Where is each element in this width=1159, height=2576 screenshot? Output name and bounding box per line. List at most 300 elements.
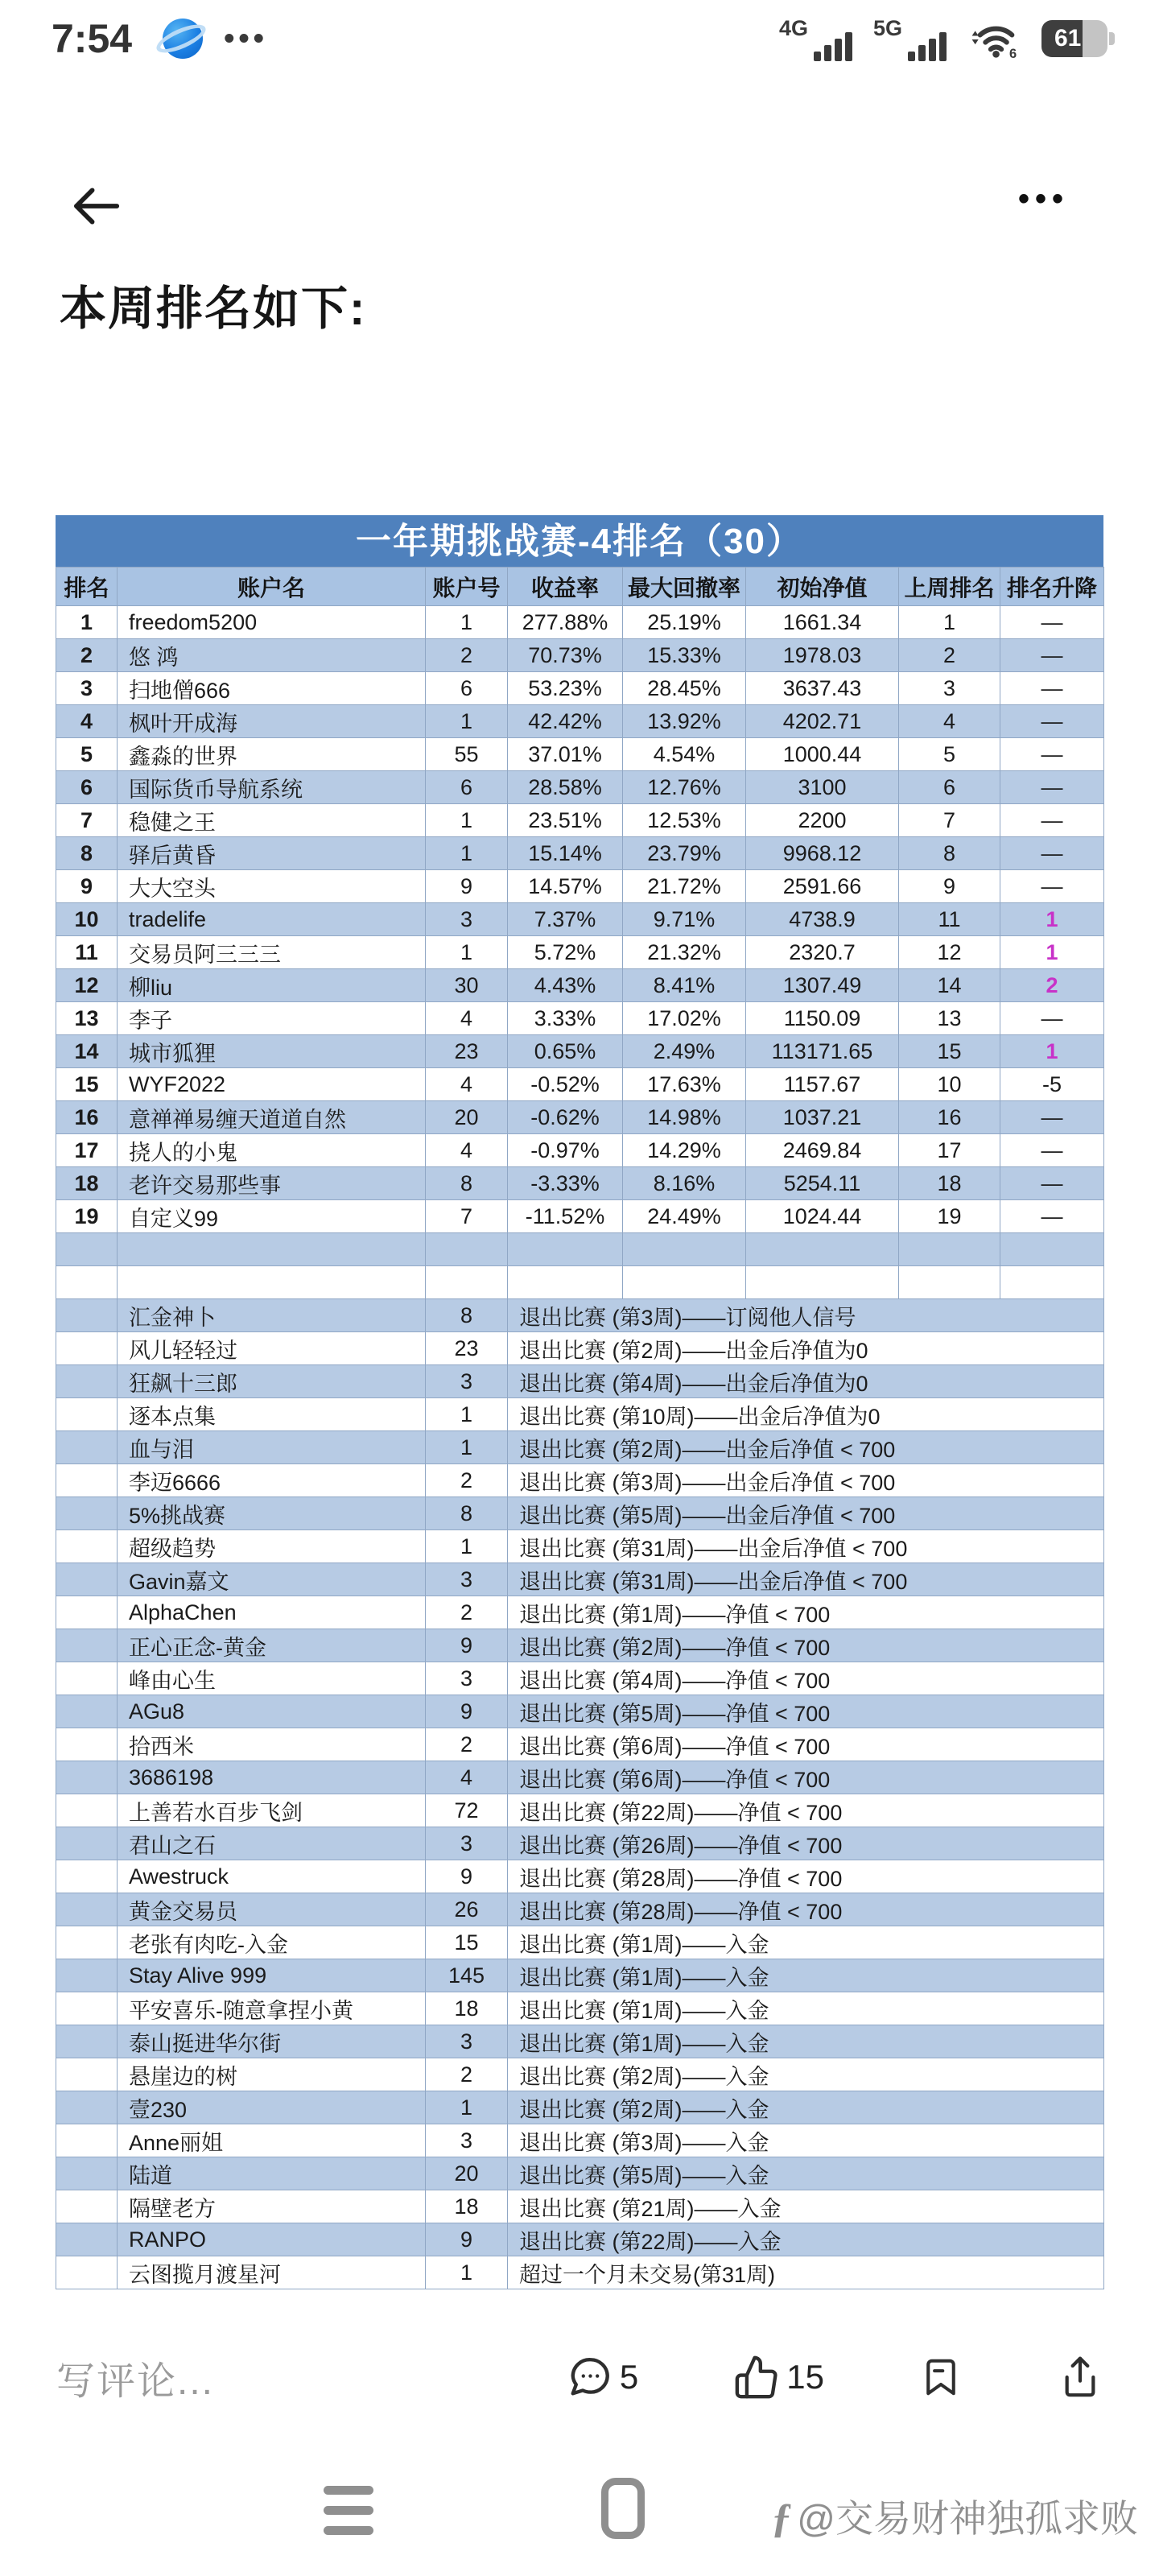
- account-name-cell: 枫叶开成海: [118, 705, 426, 738]
- return-cell: -11.52%: [508, 1200, 623, 1233]
- account-name-cell: Gavin嘉文: [118, 1563, 426, 1596]
- exited-row: [56, 1431, 1104, 1464]
- exit-reason-cell: 退出比赛 (第28周)——净值 < 700: [508, 1860, 1104, 1893]
- last-week-rank-cell: 15: [899, 1035, 1000, 1068]
- ranked-row: [56, 1200, 1104, 1233]
- last-week-rank-cell: 8: [899, 837, 1000, 870]
- initial-value-cell: 1150.09: [746, 1002, 899, 1035]
- rank-cell: [56, 1926, 118, 1959]
- return-cell: 53.23%: [508, 672, 623, 705]
- account-name-cell: 5%挑战赛: [118, 1497, 426, 1530]
- exit-reason-cell: 退出比赛 (第4周)——净值 < 700: [508, 1662, 1104, 1695]
- exit-reason-cell: 退出比赛 (第22周)——入金: [508, 2223, 1104, 2256]
- exit-reason-cell: 退出比赛 (第1周)——入金: [508, 1926, 1104, 1959]
- exited-row: [56, 1662, 1104, 1695]
- return-cell: 15.14%: [508, 837, 623, 870]
- rank-cell: [56, 2256, 118, 2289]
- last-week-rank-cell: 4: [899, 705, 1000, 738]
- account-no-cell: 4: [426, 1002, 508, 1035]
- account-no-cell: 6: [426, 672, 508, 705]
- exited-row: [56, 1332, 1104, 1365]
- account-name-cell: 李迈6666: [118, 1464, 426, 1497]
- account-no-cell: 1: [426, 606, 508, 639]
- account-name-cell: RANPO: [118, 2223, 426, 2256]
- empty-cell: [426, 1233, 508, 1266]
- exit-reason-cell: 退出比赛 (第3周)——入金: [508, 2124, 1104, 2157]
- initial-value-cell: 113171.65: [746, 1035, 899, 1068]
- exited-row: [56, 2256, 1104, 2289]
- exit-reason-cell: 退出比赛 (第28周)——净值 < 700: [508, 1893, 1104, 1926]
- ranked-row: [56, 1167, 1104, 1200]
- account-no-cell: 55: [426, 738, 508, 771]
- drawdown-cell: 17.02%: [623, 1002, 746, 1035]
- empty-cell: [508, 1266, 623, 1299]
- exit-reason-cell: 退出比赛 (第2周)——入金: [508, 2058, 1104, 2091]
- empty-cell: [56, 1266, 118, 1299]
- rank-change-cell: —: [1000, 1101, 1104, 1134]
- rank-cell: [56, 1728, 118, 1761]
- ranked-row: [56, 837, 1104, 870]
- exited-row: [56, 2157, 1104, 2190]
- empty-cell: [899, 1233, 1000, 1266]
- account-no-cell: 1: [426, 837, 508, 870]
- exit-reason-cell: 退出比赛 (第2周)——净值 < 700: [508, 1629, 1104, 1662]
- ranked-row: [56, 1002, 1104, 1035]
- initial-value-cell: 3100: [746, 771, 899, 804]
- last-week-rank-cell: 17: [899, 1134, 1000, 1167]
- empty-cell: [1000, 1266, 1104, 1299]
- exit-reason-cell: 退出比赛 (第2周)——入金: [508, 2091, 1104, 2124]
- col-header-return: 收益率: [508, 568, 623, 606]
- ranking-table: [56, 515, 1103, 2289]
- account-no-cell: 1: [426, 2091, 508, 2124]
- account-name-cell: 泰山挺进华尔街: [118, 2025, 426, 2058]
- last-week-rank-cell: 14: [899, 969, 1000, 1002]
- rank-change-cell: —: [1000, 1002, 1104, 1035]
- exited-row: [56, 2124, 1104, 2157]
- rank-cell: [56, 1860, 118, 1893]
- initial-value-cell: 2200: [746, 804, 899, 837]
- ranked-row: [56, 606, 1104, 639]
- account-no-cell: 9: [426, 2223, 508, 2256]
- account-name-cell: 3686198: [118, 1761, 426, 1794]
- exit-reason-cell: 退出比赛 (第1周)——净值 < 700: [508, 1596, 1104, 1629]
- drawdown-cell: 14.98%: [623, 1101, 746, 1134]
- toolbar: [0, 165, 1159, 254]
- exit-reason-cell: 退出比赛 (第1周)——入金: [508, 1959, 1104, 1992]
- account-name-cell: 鑫淼的世界: [118, 738, 426, 771]
- rank-change-cell: —: [1000, 672, 1104, 705]
- last-week-rank-cell: 10: [899, 1068, 1000, 1101]
- col-header-change: 排名升降: [1000, 568, 1104, 606]
- exit-reason-cell: 退出比赛 (第4周)——出金后净值为0: [508, 1365, 1104, 1398]
- last-week-rank-cell: 9: [899, 870, 1000, 903]
- exit-reason-cell: 退出比赛 (第31周)——出金后净值 < 700: [508, 1563, 1104, 1596]
- account-name-cell: 陆道: [118, 2157, 426, 2190]
- return-cell: 70.73%: [508, 639, 623, 672]
- rank-cell: 17: [56, 1134, 118, 1167]
- account-name-cell: 意禅禅易缠天道道自然: [118, 1101, 426, 1134]
- like-count: 15: [786, 2358, 824, 2396]
- exited-row: [56, 1596, 1104, 1629]
- exited-row: [56, 1629, 1104, 1662]
- rank-cell: 13: [56, 1002, 118, 1035]
- account-no-cell: 2: [426, 639, 508, 672]
- initial-value-cell: 4202.71: [746, 705, 899, 738]
- account-name-cell: 拾西米: [118, 1728, 426, 1761]
- ranked-row: [56, 804, 1104, 837]
- exited-row: [56, 1761, 1104, 1794]
- exit-reason-cell: 退出比赛 (第5周)——入金: [508, 2157, 1104, 2190]
- exited-row: [56, 1365, 1104, 1398]
- rank-cell: 8: [56, 837, 118, 870]
- rank-cell: [56, 1662, 118, 1695]
- account-name-cell: freedom5200: [118, 606, 426, 639]
- rank-change-cell: 1: [1000, 903, 1104, 936]
- rank-cell: 5: [56, 738, 118, 771]
- post-heading: 本周排名如下:: [60, 283, 367, 335]
- account-name-cell: 君山之石: [118, 1827, 426, 1860]
- watermark: [771, 2489, 1138, 2543]
- like-action[interactable]: [733, 2354, 824, 2401]
- account-no-cell: 8: [426, 1497, 508, 1530]
- drawdown-cell: 28.45%: [623, 672, 746, 705]
- account-no-cell: 3: [426, 1827, 508, 1860]
- rank-change-cell: —: [1000, 837, 1104, 870]
- return-cell: 28.58%: [508, 771, 623, 804]
- account-no-cell: 8: [426, 1299, 508, 1332]
- return-cell: 0.65%: [508, 1035, 623, 1068]
- drawdown-cell: 12.53%: [623, 804, 746, 837]
- empty-cell: [118, 1266, 426, 1299]
- drawdown-cell: 13.92%: [623, 705, 746, 738]
- initial-value-cell: 1661.34: [746, 606, 899, 639]
- account-no-cell: 9: [426, 1695, 508, 1728]
- rank-change-cell: —: [1000, 639, 1104, 672]
- drawdown-cell: 21.32%: [623, 936, 746, 969]
- account-name-cell: 交易员阿三三三: [118, 936, 426, 969]
- account-no-cell: 30: [426, 969, 508, 1002]
- initial-value-cell: 1024.44: [746, 1200, 899, 1233]
- comment-count: 5: [619, 2358, 639, 2396]
- account-name-cell: 峰由心生: [118, 1662, 426, 1695]
- rank-cell: [56, 1431, 118, 1464]
- exited-row: [56, 1860, 1104, 1893]
- account-name-cell: 自定义99: [118, 1200, 426, 1233]
- return-cell: 5.72%: [508, 936, 623, 969]
- comment-action[interactable]: [567, 2354, 638, 2401]
- exit-reason-cell: 退出比赛 (第1周)——入金: [508, 2025, 1104, 2058]
- ranked-row: [56, 738, 1104, 771]
- account-no-cell: 20: [426, 2157, 508, 2190]
- account-name-cell: 大大空头: [118, 870, 426, 903]
- initial-value-cell: 9968.12: [746, 837, 899, 870]
- exited-row: [56, 1497, 1104, 1530]
- rank-change-cell: 1: [1000, 936, 1104, 969]
- exit-reason-cell: 退出比赛 (第2周)——出金后净值为0: [508, 1332, 1104, 1365]
- rank-change-cell: 1: [1000, 1035, 1104, 1068]
- comment-input[interactable]: 写评论...: [56, 2359, 215, 2403]
- account-no-cell: 9: [426, 870, 508, 903]
- account-no-cell: 3: [426, 1563, 508, 1596]
- exit-reason-cell: 退出比赛 (第6周)——净值 < 700: [508, 1761, 1104, 1794]
- last-week-rank-cell: 7: [899, 804, 1000, 837]
- initial-value-cell: 1157.67: [746, 1068, 899, 1101]
- account-no-cell: 1: [426, 1530, 508, 1563]
- share-action[interactable]: [1058, 2355, 1103, 2400]
- home-icon[interactable]: [601, 2478, 645, 2539]
- bottom-nav: [0, 2462, 1159, 2576]
- ranked-row: [56, 771, 1104, 804]
- exited-row: [56, 1926, 1104, 1959]
- drawdown-cell: 24.49%: [623, 1200, 746, 1233]
- rank-cell: 12: [56, 969, 118, 1002]
- account-no-cell: 1: [426, 705, 508, 738]
- account-no-cell: 18: [426, 1992, 508, 2025]
- return-cell: 7.37%: [508, 903, 623, 936]
- account-no-cell: 4: [426, 1761, 508, 1794]
- rank-change-cell: —: [1000, 804, 1104, 837]
- account-name-cell: 挠人的小鬼: [118, 1134, 426, 1167]
- exited-row: [56, 1299, 1104, 1332]
- rank-cell: 15: [56, 1068, 118, 1101]
- account-name-cell: 正心正念-黄金: [118, 1629, 426, 1662]
- initial-value-cell: 1978.03: [746, 639, 899, 672]
- return-cell: 14.57%: [508, 870, 623, 903]
- last-week-rank-cell: 19: [899, 1200, 1000, 1233]
- ranked-row: [56, 1101, 1104, 1134]
- account-name-cell: Awestruck: [118, 1860, 426, 1893]
- bookmark-icon: [919, 2355, 963, 2399]
- rank-cell: 1: [56, 606, 118, 639]
- exit-reason-cell: 退出比赛 (第1周)——入金: [508, 1992, 1104, 2025]
- account-name-cell: 平安喜乐-随意拿捏小黄: [118, 1992, 426, 2025]
- rank-cell: 19: [56, 1200, 118, 1233]
- exit-reason-cell: 退出比赛 (第10周)——出金后净值为0: [508, 1398, 1104, 1431]
- col-header-initial: 初始净值: [746, 568, 899, 606]
- last-week-rank-cell: 11: [899, 903, 1000, 936]
- recents-icon[interactable]: [324, 2486, 373, 2535]
- col-header-last-week: 上周排名: [899, 568, 1000, 606]
- rank-cell: 9: [56, 870, 118, 903]
- account-name-cell: 风儿轻轻过: [118, 1332, 426, 1365]
- account-no-cell: 2: [426, 1464, 508, 1497]
- empty-cell: [623, 1233, 746, 1266]
- exited-row: [56, 2025, 1104, 2058]
- rank-cell: [56, 2091, 118, 2124]
- rank-cell: [56, 1893, 118, 1926]
- exit-reason-cell: 退出比赛 (第6周)——净值 < 700: [508, 1728, 1104, 1761]
- rank-cell: [56, 1299, 118, 1332]
- exit-reason-cell: 退出比赛 (第2周)——出金后净值 < 700: [508, 1431, 1104, 1464]
- network-5g-label: 5G: [872, 16, 902, 40]
- exited-row: [56, 1398, 1104, 1431]
- account-no-cell: 2: [426, 1728, 508, 1761]
- rank-cell: [56, 1530, 118, 1563]
- return-cell: -0.52%: [508, 1068, 623, 1101]
- rank-cell: [56, 1497, 118, 1530]
- battery-level: 61: [1054, 25, 1082, 52]
- drawdown-cell: 8.16%: [623, 1167, 746, 1200]
- account-name-cell: 隔壁老方: [118, 2190, 426, 2223]
- account-name-cell: AlphaChen: [118, 1596, 426, 1629]
- last-week-rank-cell: 5: [899, 738, 1000, 771]
- drawdown-cell: 21.72%: [623, 870, 746, 903]
- last-week-rank-cell: 12: [899, 936, 1000, 969]
- rank-cell: 3: [56, 672, 118, 705]
- empty-cell: [746, 1233, 899, 1266]
- drawdown-cell: 17.63%: [623, 1068, 746, 1101]
- exited-row: [56, 2058, 1104, 2091]
- rank-change-cell: —: [1000, 1200, 1104, 1233]
- rank-cell: 4: [56, 705, 118, 738]
- account-name-cell: 上善若水百步飞剑: [118, 1794, 426, 1827]
- empty-cell: [508, 1233, 623, 1266]
- account-no-cell: 9: [426, 1860, 508, 1893]
- rank-change-cell: 2: [1000, 969, 1104, 1002]
- account-no-cell: 23: [426, 1332, 508, 1365]
- initial-value-cell: 2320.7: [746, 936, 899, 969]
- return-cell: -3.33%: [508, 1167, 623, 1200]
- exit-reason-cell: 退出比赛 (第3周)——订阅他人信号: [508, 1299, 1104, 1332]
- account-name-cell: Anne丽姐: [118, 2124, 426, 2157]
- ranked-row: [56, 672, 1104, 705]
- account-no-cell: 1: [426, 936, 508, 969]
- more-options-icon[interactable]: •••: [1017, 181, 1069, 217]
- account-no-cell: 3: [426, 903, 508, 936]
- clock: 7:54: [52, 16, 133, 61]
- initial-value-cell: 5254.11: [746, 1167, 899, 1200]
- drawdown-cell: 8.41%: [623, 969, 746, 1002]
- account-name-cell: 血与泪: [118, 1431, 426, 1464]
- exited-row: [56, 1464, 1104, 1497]
- exited-row: [56, 1827, 1104, 1860]
- last-week-rank-cell: 13: [899, 1002, 1000, 1035]
- account-name-cell: Stay Alive 999: [118, 1959, 426, 1992]
- exit-reason-cell: 退出比赛 (第26周)——净值 < 700: [508, 1827, 1104, 1860]
- battery-icon: [1041, 20, 1107, 57]
- account-name-cell: 黄金交易员: [118, 1893, 426, 1926]
- back-arrow-icon[interactable]: [68, 178, 124, 234]
- account-name-cell: 超级趋势: [118, 1530, 426, 1563]
- account-no-cell: 18: [426, 2190, 508, 2223]
- exited-row: [56, 1893, 1104, 1926]
- return-cell: 42.42%: [508, 705, 623, 738]
- initial-value-cell: 2469.84: [746, 1134, 899, 1167]
- drawdown-cell: 9.71%: [623, 903, 746, 936]
- account-no-cell: 1: [426, 1398, 508, 1431]
- rank-cell: [56, 1959, 118, 1992]
- return-cell: 37.01%: [508, 738, 623, 771]
- ranked-row: [56, 903, 1104, 936]
- ranked-row: [56, 1035, 1104, 1068]
- rank-cell: [56, 2058, 118, 2091]
- account-no-cell: 23: [426, 1035, 508, 1068]
- wifi-icon: [967, 18, 1021, 60]
- return-cell: 4.43%: [508, 969, 623, 1002]
- account-name-cell: 李子: [118, 1002, 426, 1035]
- ranked-row: [56, 969, 1104, 1002]
- rank-cell: [56, 1464, 118, 1497]
- rank-cell: [56, 1761, 118, 1794]
- return-cell: 23.51%: [508, 804, 623, 837]
- empty-cell: [623, 1266, 746, 1299]
- ranking-grid: [56, 567, 1104, 2289]
- drawdown-cell: 25.19%: [623, 606, 746, 639]
- account-no-cell: 1: [426, 804, 508, 837]
- col-header-account-no: 账户号: [426, 568, 508, 606]
- svg-text:6: 6: [1009, 47, 1017, 60]
- drawdown-cell: 15.33%: [623, 639, 746, 672]
- drawdown-cell: 12.76%: [623, 771, 746, 804]
- rank-cell: [56, 1629, 118, 1662]
- bookmark-action[interactable]: [919, 2355, 963, 2399]
- last-week-rank-cell: 18: [899, 1167, 1000, 1200]
- watermark-text: @交易财神独孤求败: [797, 2497, 1138, 2540]
- rank-cell: 18: [56, 1167, 118, 1200]
- rank-cell: 7: [56, 804, 118, 837]
- rank-cell: 2: [56, 639, 118, 672]
- return-cell: -0.62%: [508, 1101, 623, 1134]
- ranked-row: [56, 705, 1104, 738]
- last-week-rank-cell: 3: [899, 672, 1000, 705]
- account-no-cell: 3: [426, 1365, 508, 1398]
- rank-cell: [56, 1365, 118, 1398]
- account-no-cell: 2: [426, 1596, 508, 1629]
- status-indicators: [779, 16, 1107, 61]
- rank-cell: [56, 1794, 118, 1827]
- table-body: [56, 606, 1104, 2289]
- exited-row: [56, 1992, 1104, 2025]
- rank-cell: [56, 1827, 118, 1860]
- rank-cell: [56, 2124, 118, 2157]
- exited-row: [56, 2091, 1104, 2124]
- last-week-rank-cell: 16: [899, 1101, 1000, 1134]
- header-row: [56, 568, 1104, 606]
- account-name-cell: AGu8: [118, 1695, 426, 1728]
- signal-4g-icon: [779, 16, 852, 61]
- account-name-cell: WYF2022: [118, 1068, 426, 1101]
- col-header-rank: 排名: [56, 568, 118, 606]
- account-no-cell: 3: [426, 1662, 508, 1695]
- account-no-cell: 3: [426, 2025, 508, 2058]
- col-header-drawdown: 最大回撤率: [623, 568, 746, 606]
- rank-cell: 14: [56, 1035, 118, 1068]
- account-name-cell: tradelife: [118, 903, 426, 936]
- account-no-cell: 2: [426, 2058, 508, 2091]
- exit-reason-cell: 退出比赛 (第5周)——出金后净值 < 700: [508, 1497, 1104, 1530]
- rank-cell: 10: [56, 903, 118, 936]
- rank-cell: [56, 2157, 118, 2190]
- initial-value-cell: 4738.9: [746, 903, 899, 936]
- comment-bar: [0, 2329, 1159, 2425]
- account-name-cell: 狂飙十三郎: [118, 1365, 426, 1398]
- exited-row: [56, 2190, 1104, 2223]
- return-cell: -0.97%: [508, 1134, 623, 1167]
- account-name-cell: 云图揽月渡星河: [118, 2256, 426, 2289]
- exit-reason-cell: 超过一个月未交易(第31周): [508, 2256, 1104, 2289]
- spacer-row: [56, 1233, 1104, 1266]
- account-no-cell: 4: [426, 1134, 508, 1167]
- rank-cell: [56, 2223, 118, 2256]
- last-week-rank-cell: 6: [899, 771, 1000, 804]
- initial-value-cell: 3637.43: [746, 672, 899, 705]
- exit-reason-cell: 退出比赛 (第22周)——净值 < 700: [508, 1794, 1104, 1827]
- drawdown-cell: 23.79%: [623, 837, 746, 870]
- account-no-cell: 6: [426, 771, 508, 804]
- rank-change-cell: —: [1000, 705, 1104, 738]
- initial-value-cell: 1037.21: [746, 1101, 899, 1134]
